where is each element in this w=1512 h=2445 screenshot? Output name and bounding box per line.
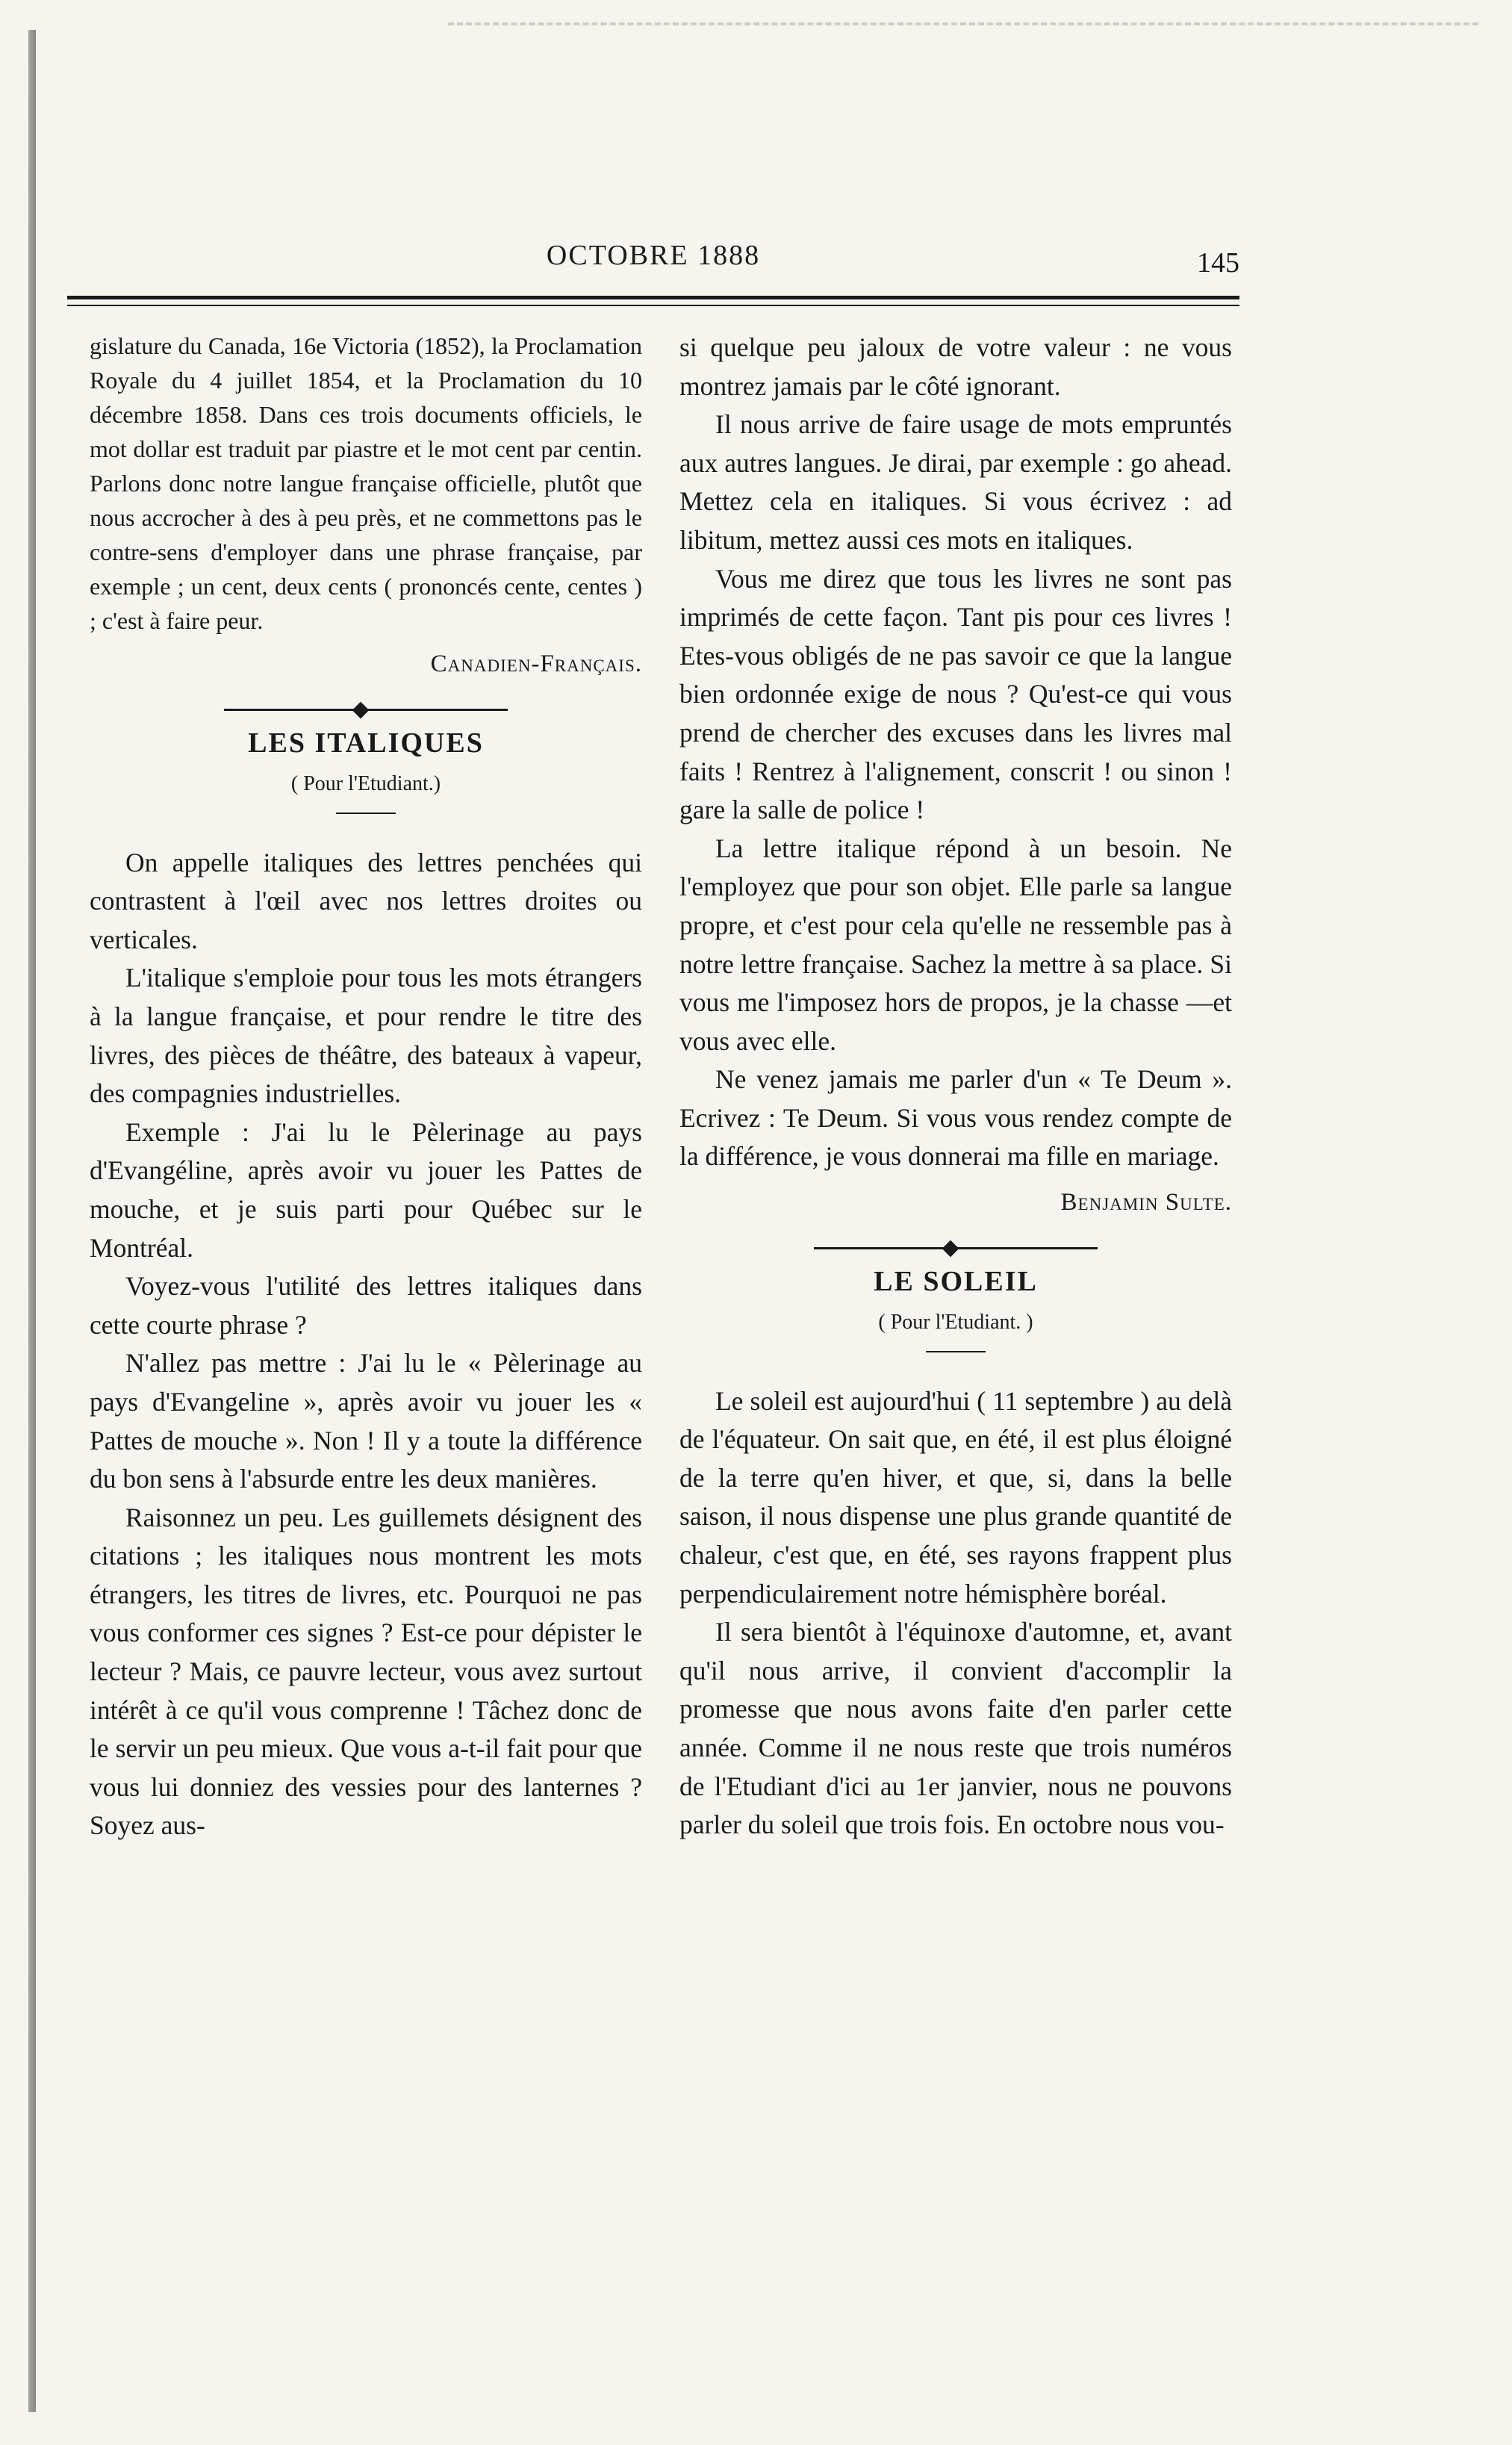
paragraph: Voyez-vous l'utilité des lettres italiques dans cette courte phrase ?	[90, 1271, 642, 1340]
paragraph: si quelque peu jaloux de votre valeur : ne vous montrez jamais par le côté ignorant.	[679, 332, 1232, 401]
page-title: OCTOBRE 1888	[546, 240, 761, 271]
article-title-italiques: LES ITALIQUES	[248, 727, 484, 759]
ornament-divider	[679, 1233, 1232, 1249]
paragraph: N'allez pas mettre : J'ai lu le « Pèlerinage au pays d'Evangeline », après avoir vu jouer les « Pattes de mouche ». Non ! Il y a toute la différence du bon sens à l'absurde entre les deux manières.	[90, 1348, 642, 1494]
continued-paragraph: gislature du Canada, 16e Victoria (1852), la Proclamation Royale du 4 juillet 1854, et la Proclamation du 10 décembre 1858. Dans ces trois documents officiels, le mot dollar est traduit par piastre et le mot cent par centin. Parlons donc notre langue française officielle, plutôt que nous accrocher à des à peu près, et ne commettons pas le contre-sens d'employer dans une phrase française, par exemple ; un cent, deux cents ( prononcés cente, centes ) ; c'est à faire peur.	[90, 332, 642, 634]
header-rule-thick	[67, 296, 1239, 299]
binding-edge	[28, 30, 36, 2412]
paragraph: L'italique s'emploie pour tous les mots étrangers à la langue française, et pour rendre le titre des livres, des pièces de théâtre, des bateaux à vapeur, des compagnies industrielles.	[90, 963, 642, 1109]
paragraph: Il nous arrive de faire usage de mots empruntés aux autres langues. Je dirai, par exemple : go ahead. Mettez cela en italiques. Si vous écrivez : ad libitum, mettez aussi ces mots en italiques.	[679, 409, 1232, 555]
paragraph: Raisonnez un peu. Les guillemets désignent des citations ; les italiques nous montrent les mots étrangers, les titres de livres, etc. Pourquoi ne pas vous conformer ces signes ? Est-ce pour dépister le lecteur ? Mais, ce pauvre lecteur, vous avez surtout intérêt à ce qu'il vous comprenne ! Tâchez donc de le servir un peu mieux. Que vous a-t-il fait pour que vous lui donniez des vessies pour des lanternes ? Soyez aus-	[90, 1502, 642, 1841]
header-rule-thin	[67, 305, 1239, 306]
right-column	[679, 329, 1232, 1845]
ornament-divider	[90, 695, 642, 711]
signature-sulte: Benjamin Sulte.	[1060, 1189, 1232, 1217]
article-subtitle-soleil: ( Pour l'Etudiant. )	[878, 1310, 1033, 1334]
paragraph: Il sera bientôt à l'équinoxe d'automne, et, avant qu'il nous arrive, il convient d'accomplir la promesse que nous avons faite d'en parler cette année. Comme il ne nous reste que trois numéros de l'Etudiant d'ici au 1er janvier, nous ne pouvons parler du soleil que trois fois. En octobre nous vou-	[679, 1617, 1232, 1840]
page-number: 145	[1197, 247, 1239, 279]
paragraph: La lettre italique répond à un besoin. Ne l'employez que pour son objet. Elle parle sa langue propre, et c'est pour cela qu'elle ne ressemble pas à notre lettre française. Sachez la mettre à sa place. Si vous me l'imposez hors de propos, je la chasse —et vous avec elle.	[679, 833, 1232, 1056]
paragraph: Le soleil est aujourd'hui ( 11 septembre ) au delà de l'équateur. On sait que, en été, il est plus éloigné de la terre qu'en hiver, et que, si, dans la belle saison, il nous dispense une plus grande quantité de chaleur, c'est que, en été, ses rayons frappent plus perpendiculairement notre hémisphère boréal.	[679, 1385, 1232, 1609]
short-rule	[336, 813, 396, 814]
paragraph: Exemple : J'ai lu le Pèlerinage au pays d'Evangéline, après avoir vu jouer les Pattes de mouche, et je suis parti pour Québec sur le Montréal.	[90, 1116, 642, 1263]
article-title-soleil: LE SOLEIL	[874, 1265, 1038, 1297]
left-column	[90, 329, 642, 1845]
signature-canadien: Canadien-Français.	[430, 650, 642, 677]
paragraph: On appelle italiques des lettres penchées qui contrastent à l'œil avec nos lettres droites ou verticales.	[90, 847, 642, 954]
scan-noise	[448, 22, 1478, 36]
paragraph: Ne venez jamais me parler d'un « Te Deum ». Ecrivez : Te Deum. Si vous vous rendez compte de la différence, je vous donnerai ma fille en mariage.	[679, 1064, 1232, 1172]
short-rule	[926, 1351, 986, 1352]
article-subtitle-italiques: ( Pour l'Etudiant.)	[290, 771, 441, 795]
paragraph: Vous me direz que tous les livres ne sont pas imprimés de cette façon. Tant pis pour ces livres ! Etes-vous obligés de ne pas savoir ce que la langue bien ordonnée exige de nous ? Qu'est-ce qui vous prend de chercher des excuses dans les livres mal faits ! Rentrez à l'alignement, conscrit ! ou sinon ! gare la salle de police !	[679, 563, 1232, 825]
